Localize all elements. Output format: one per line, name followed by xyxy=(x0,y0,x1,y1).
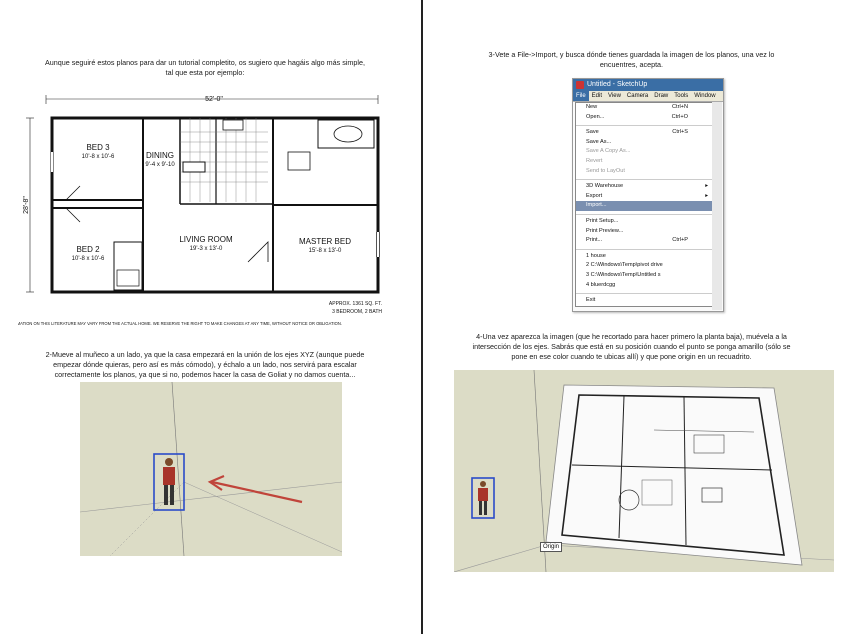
menu-item-print[interactable]: Print... Ctrl+P xyxy=(586,237,688,244)
sketchup-app-icon xyxy=(576,81,584,89)
room-bed2-size: 10'-8 x 10'-6 xyxy=(71,256,105,262)
menu-camera[interactable]: Camera xyxy=(626,93,649,99)
menu-view[interactable]: View xyxy=(608,93,621,99)
menu-edit[interactable]: Edit xyxy=(591,93,603,99)
menu-item-print-preview[interactable]: Print Preview... xyxy=(586,227,624,234)
sketchup-viewport-step4 xyxy=(454,370,834,572)
intro-line-2: tal que esta por ejemplo: xyxy=(165,68,245,77)
step4-line-3: pone en ese color cuando te ubicas allí) y que pone origin en un recuadrito. xyxy=(511,352,752,361)
page-divider xyxy=(421,0,423,634)
menu-item-recent-4[interactable]: 4 bluerdcgg xyxy=(586,281,616,288)
step2-line-1: 2-Mueve al muñeco a un lado, ya que la casa empezará en la unión de los ejes XYZ (aunque puede xyxy=(45,350,365,359)
plan-note-area: APPROX. 1361 SQ. FT. xyxy=(328,301,382,307)
menu-item-3d-warehouse[interactable]: 3D Warehouse ▸ xyxy=(576,182,712,192)
plan-disclaimer: INFORMATION ON THIS LITERATURE MAY VARY FROM THE ACTUAL HOME. WE RESERVE THE RIGHT TO MAKE CHANGES AT ANY TIME, WITHOUT NOTICE OR OBLIGATION. xyxy=(18,321,342,326)
menu-window[interactable]: Window xyxy=(694,93,716,99)
menu-item-revert: Revert xyxy=(586,157,603,164)
step4-line-2: intersección de los ejes. Sabrás que está en su posición cuando el punto se ponga amarillo (sólo se xyxy=(472,342,791,351)
menu-item-recent-1[interactable]: 1 house xyxy=(586,252,606,259)
menu-item-save-copy-as: Save A Copy As... xyxy=(586,148,631,155)
menu-background-panel xyxy=(712,102,722,310)
menu-item-open[interactable]: Open... Ctrl+O xyxy=(586,113,688,120)
width-dimension: 52'-0" xyxy=(205,96,223,103)
menu-separator xyxy=(576,246,712,250)
submenu-arrow-icon: ▸ xyxy=(705,192,708,199)
height-dimension: 28'-8" xyxy=(23,196,30,214)
intro-line-1: Aunque seguiré estos planos para dar un tutorial completito, os sugiero que hagáis algo más simple, xyxy=(44,58,366,67)
room-bed2-name: BED 2 xyxy=(76,245,100,254)
room-living-name: LIVING ROOM xyxy=(179,235,233,244)
viewport-scene-step4 xyxy=(454,370,834,572)
menu-item-import[interactable]: Import... xyxy=(576,201,712,211)
step3-line-2: encuentres, acepta. xyxy=(599,60,664,69)
menu-item-recent-3[interactable]: 3 C:\Windows\Temp\Untitled s xyxy=(586,271,661,278)
room-master-size: 15'-8 x 13'-0 xyxy=(308,248,342,254)
step4-line-1: 4-Una vez aparezca la imagen (que he recortado para hacer primero la planta baja), muévela a la xyxy=(476,332,787,341)
menu-separator xyxy=(576,122,712,126)
floor-plan-drawing xyxy=(18,92,398,328)
room-dining-size: 9'-4 x 9'-10 xyxy=(145,162,175,168)
plan-note-rooms: 3 BEDROOM, 2 BATH xyxy=(332,309,382,315)
menu-item-new[interactable]: New Ctrl+N xyxy=(586,104,688,110)
room-dining-name: DINING xyxy=(146,151,174,160)
window-title: Untitled - SketchUp xyxy=(587,81,648,88)
menu-item-exit[interactable]: Exit xyxy=(586,297,596,304)
file-menu-dropdown xyxy=(575,102,713,307)
origin-tooltip: Origin xyxy=(540,542,562,552)
floor-plan xyxy=(18,92,398,328)
room-bed3-size: 10'-8 x 10'-6 xyxy=(81,154,115,160)
step2-line-3: correctamente los planos, ya que si no, podemos hacer la casa de Goliat y no damos cuenta... xyxy=(54,370,356,379)
room-master-name: MASTER BED xyxy=(298,237,352,246)
intro-text xyxy=(0,58,410,78)
menu-separator xyxy=(576,176,712,180)
menu-tools[interactable]: Tools xyxy=(674,93,689,99)
step3-line-1: 3-Vete a File->Import, y busca dónde tienes guardada la imagen de los planos, una vez lo xyxy=(488,50,775,59)
sketchup-file-menu-screenshot xyxy=(572,78,724,312)
menu-item-recent-2[interactable]: 2 C:\Windows\Temp\pivot drive xyxy=(586,262,663,269)
menu-item-save-as[interactable]: Save As... xyxy=(586,138,612,145)
menu-file[interactable]: File xyxy=(573,91,589,101)
step2-text xyxy=(0,350,410,380)
step2-line-2: empezar dónde quieras, pero así es más cómodo), y échalo a un lado, nos servirá para escalar xyxy=(53,360,357,369)
menu-separator xyxy=(576,211,712,215)
menu-item-send-to-layout: Send to LayOut xyxy=(586,167,625,174)
submenu-arrow-icon: ▸ xyxy=(705,183,708,190)
menu-item-print-setup[interactable]: Print Setup... xyxy=(586,217,619,224)
menubar xyxy=(573,91,723,102)
menu-item-export[interactable]: Export ▸ xyxy=(576,192,712,202)
step4-text xyxy=(424,332,839,362)
left-page xyxy=(0,0,420,634)
sketchup-viewport-step2 xyxy=(80,382,342,556)
step3-text xyxy=(424,50,839,70)
menu-item-save[interactable]: Save Ctrl+S xyxy=(586,129,688,136)
menu-draw[interactable]: Draw xyxy=(654,93,669,99)
room-living-size: 19'-3 x 13'-0 xyxy=(189,246,223,252)
window-titlebar xyxy=(573,79,723,91)
menu-separator xyxy=(576,290,712,294)
room-bed3-name: BED 3 xyxy=(86,143,110,152)
viewport-scene-step2 xyxy=(80,382,342,556)
